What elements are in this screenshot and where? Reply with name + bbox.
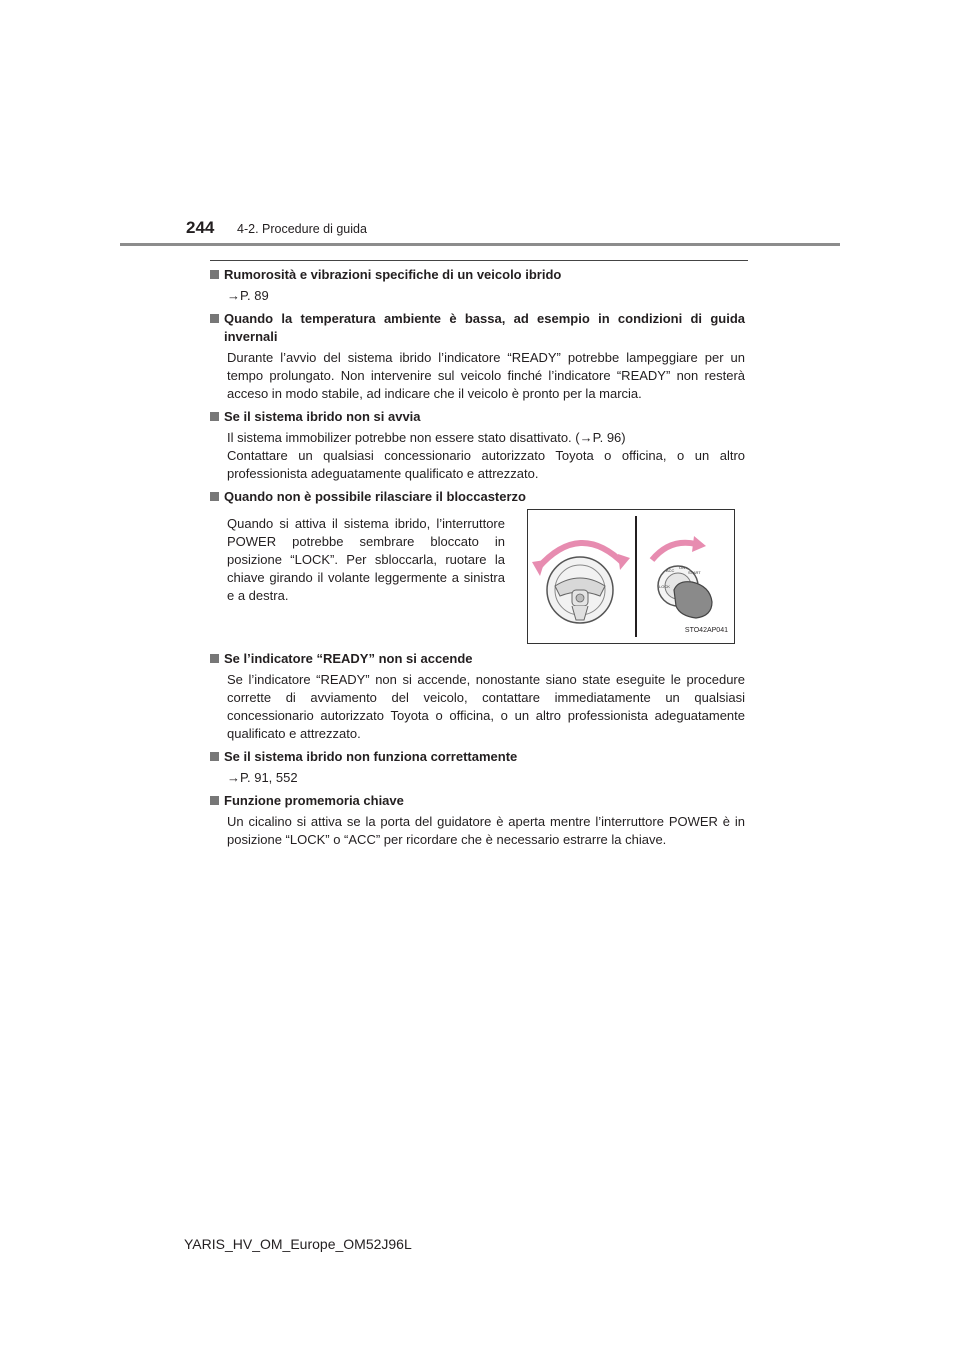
heading-text: Se il sistema ibrido non funziona correttamente <box>224 749 518 764</box>
steering-lock-illustration <box>527 509 735 644</box>
steering-wheel-icon <box>547 557 613 623</box>
page-reference[interactable]: →P. 91, 552 <box>227 770 298 785</box>
item-key-reminder <box>210 792 745 849</box>
item-body <box>210 429 745 483</box>
square-bullet-icon <box>210 752 219 761</box>
figure-code: STO42AP041 <box>684 627 728 634</box>
key-icon <box>674 582 712 618</box>
heading-text: Quando la temperatura ambiente è bassa, ad esempio in condizioni di guida invernali <box>224 311 745 344</box>
item-system-malfunction <box>210 748 745 787</box>
item-body: Un cicalino si attiva se la porta del guidatore è aperta mentre l’interruttore POWER è in posizione “LOCK” o “ACC” per ricordare che è necessario estrarre la chiave. <box>227 814 745 847</box>
item-heading <box>210 650 745 668</box>
heading-text: Rumorosità e vibrazioni specifiche di un veicolo ibrido <box>224 267 562 282</box>
heading-text: Funzione promemoria chiave <box>224 793 404 808</box>
item-body: Se l’indicatore “READY” non si accende, nonostante siano state eseguite le procedure corrette di avviamento del veicolo, contattare immediatamente un qualsiasi concessionario autorizzato Toyota o officina, o un altro professionista adeguatamente qualificato e attrezzato. <box>227 672 745 741</box>
arrow-head-icon <box>618 554 630 570</box>
dial-label-lock: LOCK <box>659 584 670 589</box>
heading-text: Quando non è possibile rilasciare il bloccasterzo <box>224 489 526 504</box>
rotate-arrow-icon <box>652 543 696 560</box>
item-hybrid-noise <box>210 266 745 305</box>
top-rule <box>210 260 748 261</box>
figure-row <box>210 509 745 644</box>
header-rule <box>120 243 840 246</box>
page-number: 244 <box>186 218 215 237</box>
item-body: Quando si attiva il sistema ibrido, l’interruttore POWER potrebbe sembrare bloccato in posizione “LOCK”. Per sbloccarla, ruotare la chiave girando il volante leggermente a sinistra e a destra. <box>227 516 505 603</box>
item-steering-lock <box>210 488 745 644</box>
content <box>210 266 745 854</box>
heading-text: Se il sistema ibrido non si avvia <box>224 409 421 424</box>
square-bullet-icon <box>210 796 219 805</box>
section-title: 4-2. Procedure di guida <box>237 222 367 236</box>
item-heading <box>210 792 745 810</box>
square-bullet-icon <box>210 412 219 421</box>
arrow-head-icon <box>692 536 706 552</box>
item-system-not-starting <box>210 408 745 483</box>
square-bullet-icon <box>210 314 219 323</box>
item-heading <box>210 310 745 346</box>
item-ready-not-lit <box>210 650 745 743</box>
item-heading <box>210 748 745 766</box>
square-bullet-icon <box>210 654 219 663</box>
body-line: Contattare un qualsiasi concessionario autorizzato Toyota o officina, o un altro professionista adeguatamente qualificato e attrezzato. <box>227 448 745 481</box>
item-heading <box>210 266 745 284</box>
item-body: Durante l’avvio del sistema ibrido l’indicatore “READY” potrebbe lampeggiare per un tempo prolungato. Non intervenire sul veicolo finché l’indicatore “READY” non resterà acceso in modo stabile, ad indicare che il veicolo è pronto per la marcia. <box>227 350 745 401</box>
heading-text: Se l’indicatore “READY” non si accende <box>224 651 473 666</box>
square-bullet-icon <box>210 270 219 279</box>
item-heading <box>210 408 745 426</box>
arrow-head-icon <box>532 560 545 576</box>
footer-doc-id: YARIS_HV_OM_Europe_OM52J96L <box>184 1236 412 1252</box>
dial-label-on: ON <box>679 565 685 570</box>
item-heading <box>210 488 745 506</box>
dial-label-acc: ACC <box>666 568 675 573</box>
page-reference[interactable]: →P. 89 <box>227 288 269 303</box>
dial-label-start: START <box>688 570 701 575</box>
square-bullet-icon <box>210 492 219 501</box>
body-line: Il sistema immobilizer potrebbe non essere stato disattivato. (→P. 96) <box>227 430 626 445</box>
item-low-temperature <box>210 310 745 403</box>
